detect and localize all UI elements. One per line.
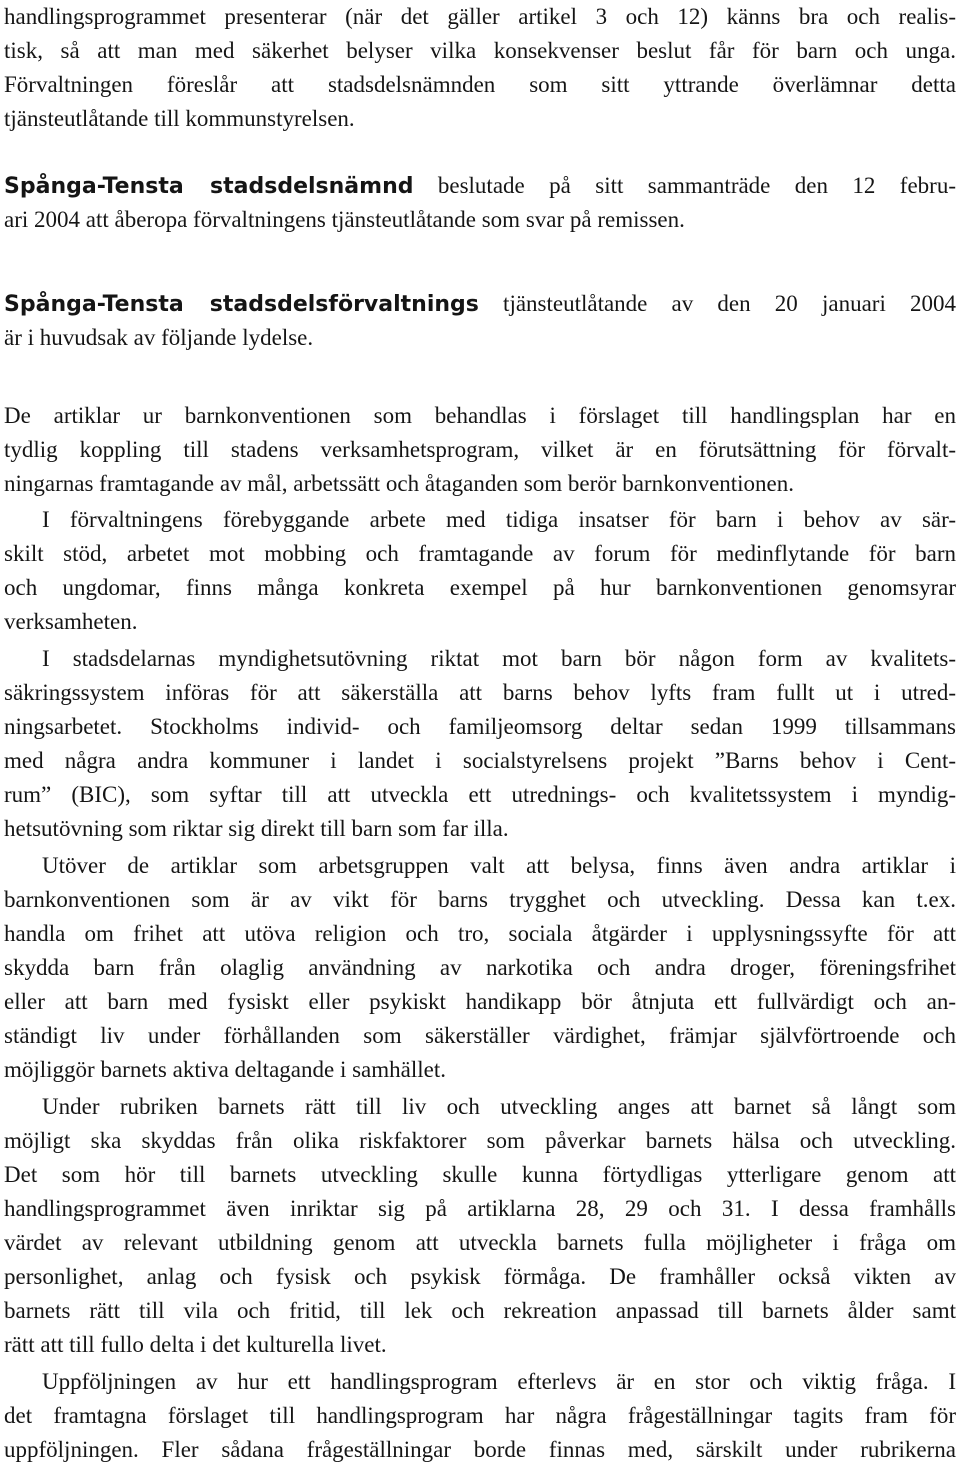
- text-line: I förvaltningens förebyggande arbete med tidiga insatser för barn i behov av sär-: [42, 507, 956, 532]
- text-line: handla om frihet att utöva religion och tro, sociala åtgärder i upplysningssyfte för att: [4, 921, 956, 946]
- text-line: rätt att till fullo delta i det kulturella livet.: [4, 1332, 387, 1357]
- text-line: uppföljningen. Fler sådana frågeställningar borde finnas med, särskilt under rubrikerna: [4, 1437, 956, 1462]
- text-line: värdet av relevant utbildning genom att utveckla barnets fulla möjligheter i fråga om: [4, 1230, 956, 1255]
- decision-line: [4, 169, 956, 203]
- text-line: skydda barn från olaglig användning av narkotika och andra droger, föreningsfrihet: [4, 955, 956, 980]
- text-line: handlingsprogrammet presenterar (när det gäller artikel 3 och 12) känns bra och realis-: [4, 4, 956, 29]
- decision-committee-name: Spånga-Tensta stadsdelsnämnd: [4, 174, 414, 199]
- text-line: Det som hör till barnets utveckling skulle kunna förtydligas ytterligare genom att: [4, 1162, 956, 1187]
- text-line: Uppföljningen av hur ett handlingsprogram efterlevs är en stor och viktig fråga. I: [42, 1369, 956, 1394]
- text-line: möjliggör barnets aktiva deltagande i samhället.: [4, 1057, 446, 1082]
- text-line: säkringssystem införas för att säkerställa att barns behov lyfts fram fullt ut i utred-: [4, 680, 956, 705]
- text-line: barnkonventionen som är av vikt för barns trygghet och utveckling. Dessa kan t.ex.: [4, 887, 956, 912]
- text-line: Utöver de artiklar som arbetsgruppen valt att belysa, finns även andra artiklar i: [42, 853, 956, 878]
- text-line: ningarnas framtagande av mål, arbetssätt och åtaganden som berör barnkonventionen.: [4, 471, 795, 496]
- text-line: möjligt ska skyddas från olika riskfaktorer som påverkar barnets hälsa och utveckling.: [4, 1128, 956, 1153]
- text-line: rum” (BIC), som syftar till att utveckla ett utrednings- och kvalitetssystem i myndig-: [4, 782, 956, 807]
- text-line: verksamheten.: [4, 609, 138, 634]
- text-line: eller att barn med fysiskt eller psykiskt handikapp bör åtnjuta ett fullvärdigt och an-: [4, 989, 956, 1014]
- text-line: tisk, så att man med säkerhet belyser vilka konsekvenser beslut får för barn och unga.: [4, 38, 956, 63]
- text-line: barnets rätt till vila och fritid, till lek och rekreation anpassad till barnets ålder samt: [4, 1298, 956, 1323]
- text-line: Under rubriken barnets rätt till liv och utveckling anges att barnet så långt som: [42, 1094, 956, 1119]
- text-line: handlingsprogrammet även inriktar sig på artiklarna 28, 29 och 31. I dessa framhålls: [4, 1196, 956, 1221]
- text-line: Förvaltningen föreslår att stadsdelsnämnden som sitt yttrande överlämnar detta: [4, 72, 956, 97]
- text-line: med några andra kommuner i landet i socialstyrelsens projekt ”Barns behov i Cent-: [4, 748, 956, 773]
- text-line: är i huvudsak av följande lydelse.: [4, 325, 314, 350]
- text-line: ari 2004 att åberopa förvaltningens tjänsteutlåtande som svar på remissen.: [4, 207, 685, 232]
- statement-line: [4, 287, 956, 321]
- text-line: I stadsdelarnas myndighetsutövning riktat mot barn bör någon form av kvalitets-: [42, 646, 956, 671]
- text-line: ningsarbetet. Stockholms individ- och familjeomsorg deltar sedan 1999 tillsammans: [4, 714, 956, 739]
- text-line: det framtagna förslaget till handlingsprogram har några frågeställningar tagits fram för: [4, 1403, 956, 1428]
- text-line: personlighet, anlag och fysisk och psykisk förmåga. De framhåller också vikten av: [4, 1264, 956, 1289]
- text-line: tjänsteutlåtande till kommunstyrelsen.: [4, 106, 355, 131]
- text-line: skilt stöd, arbetet mot mobbing och framtagande av forum för medinflytande för barn: [4, 541, 956, 566]
- text-line: hetsutövning som riktar sig direkt till barn som far illa.: [4, 816, 509, 841]
- text-line: och ungdomar, finns många konkreta exempel på hur barnkonventionen genomsyrar: [4, 575, 956, 600]
- text-line: ständigt liv under förhållanden som säkerställer värdighet, främjar självförtroende och: [4, 1023, 956, 1048]
- text-line: De artiklar ur barnkonventionen som behandlas i förslaget till handlingsplan har en: [4, 403, 956, 428]
- decision-text: beslutade på sitt sammanträde den 12 febru-: [413, 173, 956, 198]
- statement-office-name: Spånga-Tensta stadsdelsförvaltnings: [4, 292, 479, 317]
- statement-text: tjänsteutlåtande av den 20 januari 2004: [478, 291, 957, 316]
- text-line: tydlig koppling till stadens verksamhetsprogram, vilket är en förutsättning för förvalt-: [4, 437, 956, 462]
